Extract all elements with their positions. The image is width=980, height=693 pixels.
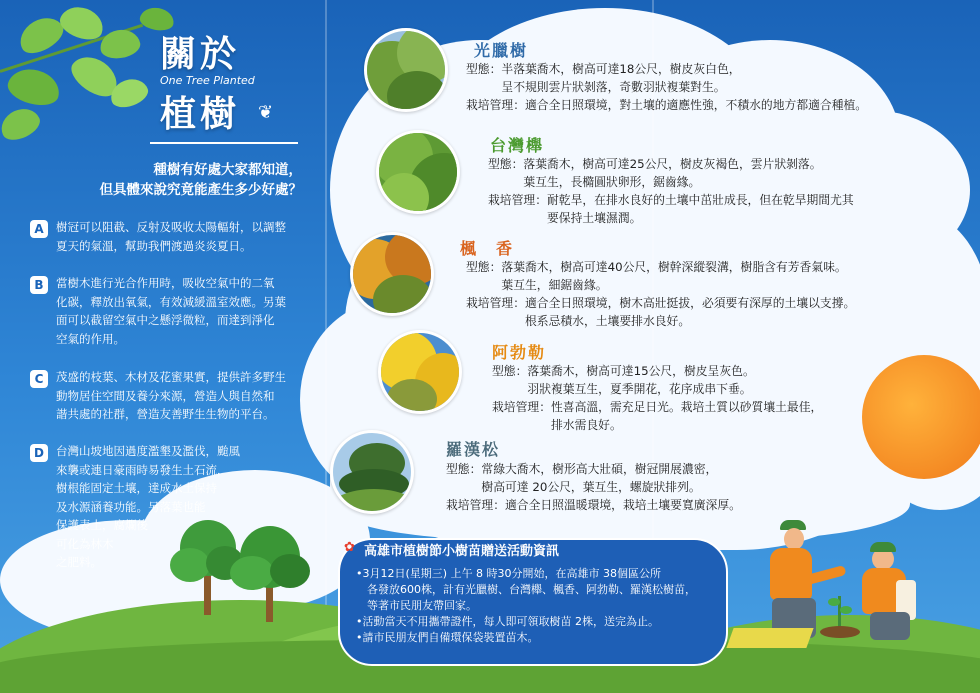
- event-info-line: 等著市民朋友帶回家。: [356, 599, 477, 612]
- intro-text: [62, 160, 302, 200]
- point-b-line: 面可以截留空氣中之懸浮微粒，而達到淨化: [56, 313, 275, 327]
- tree-name-podocarpus: 羅漢松: [446, 440, 501, 459]
- event-info-line: •3月12日(星期三) 上午 8 時30分開始，在高雄市 38個區公所: [356, 567, 662, 580]
- sprout-icon: ❦: [258, 102, 274, 123]
- badge-c: C: [30, 370, 48, 388]
- tree-photo-golden-shower: [378, 330, 462, 414]
- tree-photo-sweetgum: [350, 232, 434, 316]
- point-d-line: 台灣山坡地因過度濫墾及濫伐，颱風: [56, 444, 240, 458]
- tree-desc-line: 型態：落葉喬木，樹高可達40公尺，樹幹深縱裂溝，樹脂含有芳香氣味。: [466, 260, 847, 274]
- point-d-line: 來襲或連日豪雨時易發生土石流，: [56, 462, 229, 477]
- tree-desc-line: 呈不規則雲片狀剝落，奇數羽狀複葉對生。: [466, 80, 726, 94]
- tree-desc-line: 型態：常綠大喬木，樹形高大壯碩，樹冠開展濃密，: [446, 462, 718, 476]
- point-d-line: 及水源涵養功能。另落葉也能: [56, 499, 206, 514]
- flower-icon: ✿: [344, 540, 355, 555]
- tree-photo-ash: [364, 28, 448, 112]
- tree-desc-line: 樹高可達 20公尺，葉互生，螺旋狀排列。: [446, 480, 701, 494]
- tree-desc-line: 型態：落葉喬木，樹高可達25公尺，樹皮灰褐色，雲片狀剝落。: [488, 157, 822, 171]
- point-d-line: 樹根能固定土壤，達成水土保持: [56, 481, 217, 495]
- point-c-line: 諧共處的社群，營造友善野生生物的平台。: [56, 407, 275, 421]
- event-info-line: •活動當天不用攜帶證件，每人即可領取樹苗 2株，送完為止。: [356, 615, 659, 628]
- tree-name-sweetgum: 楓 香: [460, 239, 515, 258]
- event-info-line: •請市民朋友們自備環保袋裝置苗木。: [356, 631, 539, 644]
- benefit-point-c: [30, 368, 300, 424]
- tree-desc-line: 葉互生，長橢圓狀卵形，鋸齒緣。: [488, 175, 701, 189]
- tree-desc-line: 排水需良好。: [492, 418, 622, 432]
- title-english: One Tree Planted: [160, 74, 255, 87]
- point-a-line: 樹冠可以阻截、反射及吸收太陽輻射，以調整: [56, 220, 286, 234]
- benefit-point-a: [30, 218, 300, 255]
- sun-icon: [862, 355, 980, 479]
- point-b-line: 化碳，釋放出氧氣，有效減緩溫室效應。另葉: [56, 294, 286, 309]
- tree-desc-line: 栽培管理：適合全日照溫暖環境，栽培土壤要寬廣深厚。: [446, 498, 741, 512]
- badge-d: D: [30, 444, 48, 462]
- point-d-line: 保護表土，腐爛後: [56, 518, 148, 532]
- tree-name-zelkova: 台灣櫸: [490, 136, 545, 155]
- fold-line-left: [325, 0, 327, 693]
- intro-line-1: 種樹有好處大家都知道，: [153, 162, 302, 178]
- tree-desc-line: 要保持土壤濕潤。: [488, 211, 642, 225]
- event-info-title: 高雄市植樹節小樹苗贈送活動資訊: [364, 544, 560, 559]
- title-line-1: 關於: [160, 34, 241, 75]
- tree-desc-line: 栽培管理：適合全日照環境，樹木高壯挺拔，必須要有深厚的土壤以支撐。: [466, 296, 856, 310]
- tree-photo-podocarpus: [330, 430, 414, 514]
- tree-name-ash: 光臘樹: [474, 41, 529, 60]
- tree-desc-line: 型態：落葉喬木，樹高可達15公尺，樹皮呈灰色。: [492, 364, 755, 378]
- tree-desc-line: 羽狀複葉互生，夏季開花，花序成串下垂。: [492, 382, 752, 396]
- tree-desc-line: 型態：半落葉喬木，樹高可達18公尺，樹皮灰白色，: [466, 62, 741, 76]
- event-info-line: 各發放600株，計有光臘樹、台灣櫸、楓香、阿勃勒、羅漢松樹苗，: [356, 583, 696, 596]
- tree-name-golden-shower: 阿勃勒: [492, 343, 547, 362]
- tree-desc-line: 栽培管理：耐乾旱，在排水良好的土壤中茁壯成長，但在乾旱期間尤其: [488, 193, 854, 207]
- point-c-line: 茂盛的枝葉、木材及花蜜果實，提供許多野生: [56, 370, 286, 384]
- tree-photo-zelkova: [376, 130, 460, 214]
- point-b-line: 空氣的作用。: [56, 331, 125, 346]
- title-underline: [150, 118, 298, 144]
- point-c-line: 動物居住空間及養分來源，營造人與自然和: [56, 388, 275, 403]
- title-line-2: 植樹: [160, 94, 241, 135]
- point-d-line: 可化為林木: [56, 536, 114, 551]
- tree-desc-line: 根系忌積水，土壤要排水良好。: [466, 314, 691, 328]
- intro-line-2: 但具體來說究竟能產生多少好處？: [99, 182, 302, 198]
- benefit-point-b: [30, 274, 300, 348]
- tree-desc-line: 葉互生，細鋸齒緣。: [466, 278, 608, 292]
- point-d-line: 之肥料。: [56, 555, 102, 569]
- point-a-line: 夏天的氣溫，幫助我們渡過炎炎夏日。: [56, 238, 252, 253]
- tree-desc-line: 栽培管理：適合全日照環境，對土壤的適應性強，不積水的地方都適合種植。: [466, 98, 868, 112]
- point-b-line: 當樹木進行光合作用時，吸收空氣中的二氧: [56, 276, 275, 290]
- badge-a: A: [30, 220, 48, 238]
- badge-b: B: [30, 276, 48, 294]
- tree-desc-line: 栽培管理：性喜高溫，需充足日光。栽培土質以砂質壤土最佳，: [492, 400, 823, 414]
